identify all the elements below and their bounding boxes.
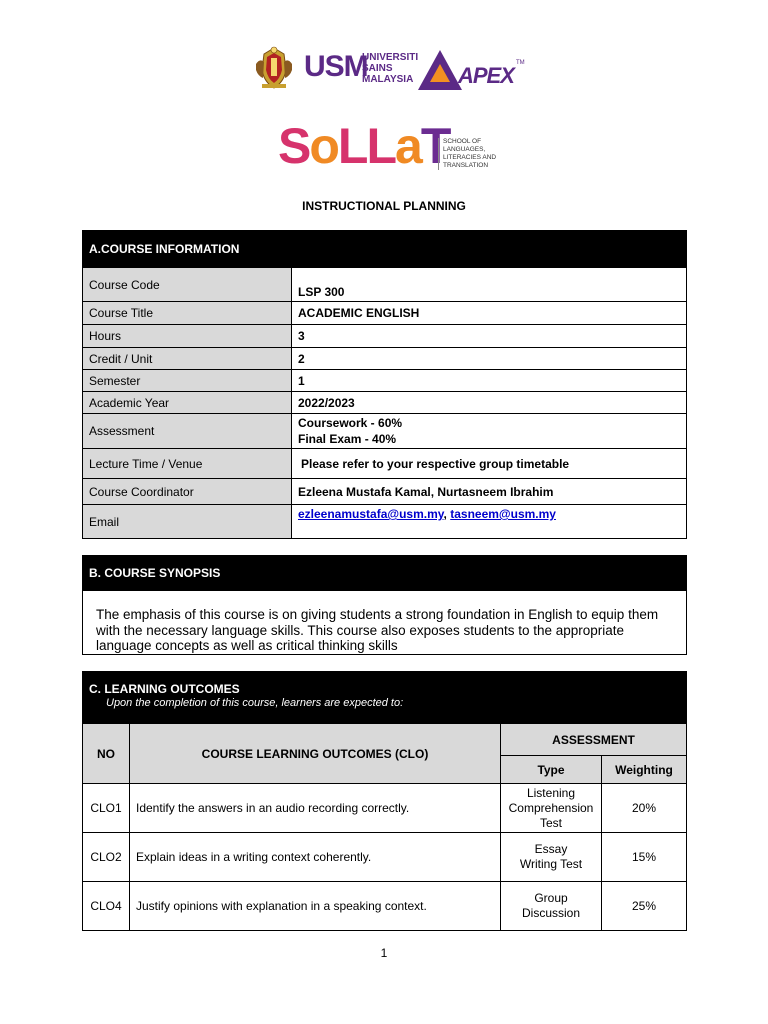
- header-clo: COURSE LEARNING OUTCOMES (CLO): [130, 724, 501, 784]
- table-row: [83, 833, 687, 882]
- label-course-title: Course Title: [83, 302, 292, 325]
- section-c-subheading: Upon the completion of this course, learners are expected to:: [106, 697, 404, 709]
- clo-outcome: Justify opinions with explanation in a speaking context.: [130, 882, 501, 931]
- table-row: [83, 784, 687, 833]
- label-hours: Hours: [83, 325, 292, 348]
- clo-assessment-type: Group Discussion: [501, 882, 602, 931]
- value-credit-unit: 2: [292, 348, 687, 370]
- assessment-final-exam: Final Exam - 40%: [298, 432, 397, 446]
- label-email: Email: [83, 505, 292, 539]
- clo-outcome: Identify the answers in an audio recording correctly.: [130, 784, 501, 833]
- header-assessment: ASSESSMENT: [501, 724, 687, 756]
- page-number: 1: [380, 946, 388, 960]
- learning-outcomes-table: [82, 723, 687, 931]
- course-information-table: [82, 230, 687, 539]
- clo-assessment-type: Listening Comprehension Test: [501, 784, 602, 833]
- sollat-logo-text: SoLLaT: [278, 118, 450, 174]
- value-course-code: LSP 300: [292, 268, 687, 302]
- usm-logo-text: USM: [304, 50, 368, 83]
- header-no: NO: [83, 724, 130, 784]
- header-logos: [250, 44, 530, 94]
- clo-weighting: 25%: [602, 882, 687, 931]
- section-b-heading: B. COURSE SYNOPSIS: [89, 566, 221, 580]
- assessment-coursework: Coursework - 60%: [298, 416, 403, 430]
- clo-assessment-type: Essay Writing Test: [501, 833, 602, 882]
- clo-outcome: Explain ideas in a writing context coherently.: [130, 833, 501, 882]
- value-lecture-time-venue: Please refer to your respective group timetable: [292, 449, 687, 479]
- value-course-title: ACADEMIC ENGLISH: [292, 302, 687, 325]
- table-row: [83, 882, 687, 931]
- sollat-logo: [278, 118, 498, 180]
- clo-weighting: 20%: [602, 784, 687, 833]
- course-synopsis-text: The emphasis of this course is on giving students a strong foundation in English to equip them with the necessary language skills. This course also exposes students to the appropriate language concepts as well as critical thinking skills: [96, 607, 659, 653]
- clo-weighting: 15%: [602, 833, 687, 882]
- document-title: INSTRUCTIONAL PLANNING: [302, 199, 466, 213]
- section-b-header: [82, 555, 687, 591]
- header-weighting: Weighting: [602, 756, 687, 784]
- email-separator: ,: [443, 507, 451, 521]
- email-link-ezleena[interactable]: ezleenamustafa@usm.my: [298, 507, 444, 521]
- section-a-heading: A.COURSE INFORMATION: [83, 231, 687, 268]
- clo-number: CLO4: [83, 882, 130, 931]
- apex-tm: TM: [516, 60, 525, 66]
- value-semester: 1: [292, 370, 687, 392]
- label-academic-year: Academic Year: [83, 392, 292, 414]
- apex-logo-text: APEX: [458, 63, 514, 88]
- section-b-body: [82, 591, 687, 655]
- sollat-logo-description: SCHOOL OF LANGUAGES, LITERACIES AND TRANSLATION: [438, 138, 496, 170]
- clo-number: CLO1: [83, 784, 130, 833]
- value-email: [292, 505, 687, 539]
- value-assessment: [292, 414, 687, 449]
- value-hours: 3: [292, 325, 687, 348]
- section-c-heading: C. LEARNING OUTCOMES: [89, 682, 240, 696]
- email-link-tasneem[interactable]: tasneem@usm.my: [450, 507, 556, 521]
- label-credit-unit: Credit / Unit: [83, 348, 292, 370]
- label-course-coordinator: Course Coordinator: [83, 479, 292, 505]
- clo-number: CLO2: [83, 833, 130, 882]
- usm-crest-icon: [250, 44, 298, 92]
- value-academic-year: 2022/2023: [292, 392, 687, 414]
- apex-logo: [418, 46, 530, 92]
- label-semester: Semester: [83, 370, 292, 392]
- label-course-code: Course Code: [83, 268, 292, 302]
- header-type: Type: [501, 756, 602, 784]
- label-assessment: Assessment: [83, 414, 292, 449]
- label-lecture-time-venue: Lecture Time / Venue: [83, 449, 292, 479]
- value-course-coordinator: Ezleena Mustafa Kamal, Nurtasneem Ibrahim: [292, 479, 687, 505]
- section-c-header: [82, 671, 687, 723]
- usm-logo-subtext: UNIVERSITI SAINS MALAYSIA: [362, 52, 419, 85]
